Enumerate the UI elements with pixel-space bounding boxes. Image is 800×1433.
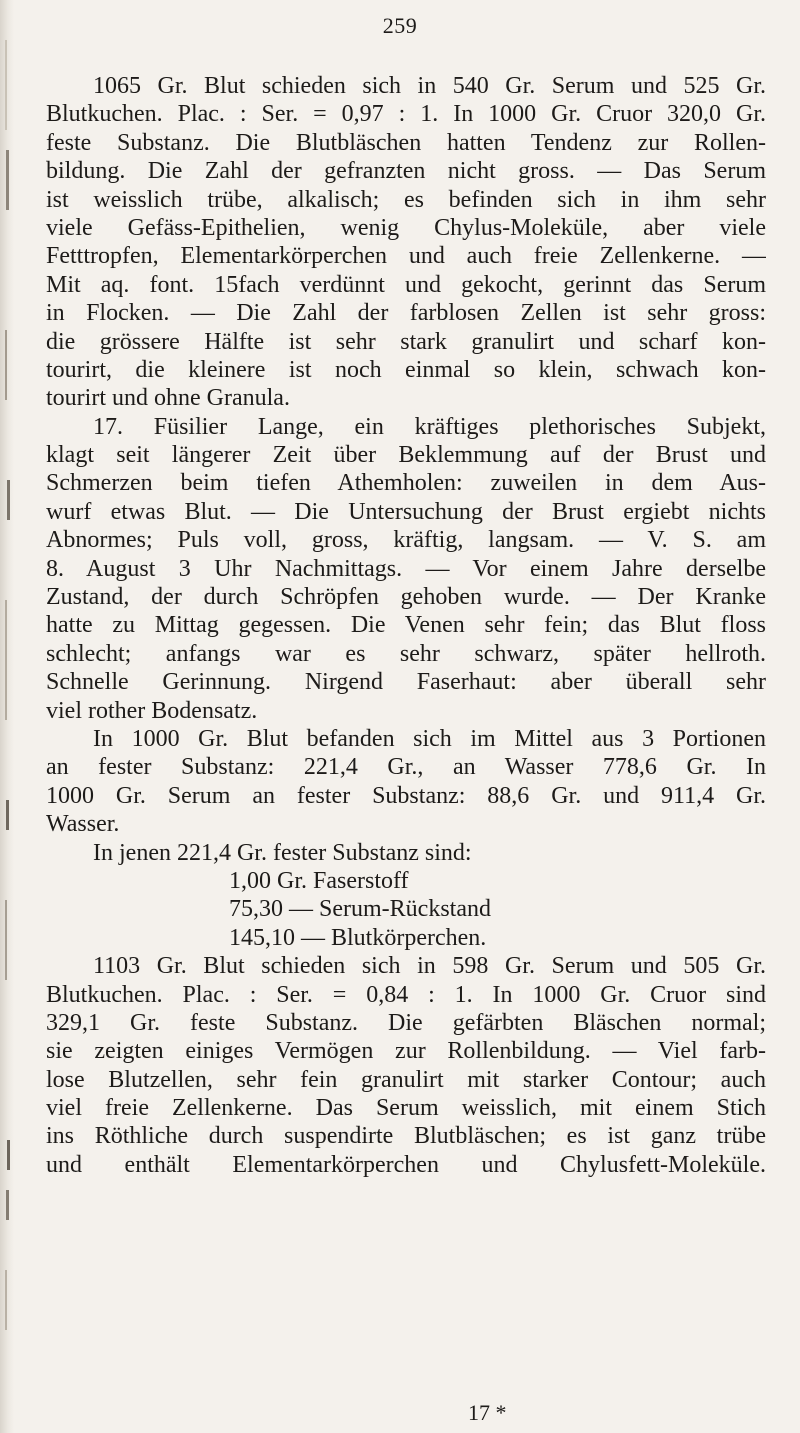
page-number: 259: [382, 13, 418, 38]
text-line: Mit aq. font. 15fach verdünnt und gekocht, gerinnt das Serum: [46, 271, 766, 298]
text-line: lose Blutzellen, sehr fein granulirt mit starker Contour; auch: [46, 1066, 766, 1093]
composition-row: 145,10 — Blutkörperchen.: [229, 924, 487, 951]
text-line: viel rother Bodensatz.: [46, 697, 258, 724]
text-line: bildung. Die Zahl der gefranzten nicht gross. — Das Serum: [46, 158, 766, 185]
text-line: feste Substanz. Die Blutbläschen hatten Tendenz zur Rollen-: [46, 129, 766, 156]
text-line: 1103 Gr. Blut schieden sich in 598 Gr. Serum und 505 Gr.: [93, 953, 766, 980]
text-line: wurf etwas Blut. — Die Untersuchung der Brust ergiebt nichts: [46, 498, 766, 525]
text-line: 1065 Gr. Blut schieden sich in 540 Gr. Serum und 525 Gr.: [93, 73, 766, 99]
text-line: ist weisslich trübe, alkalisch; es befinden sich in ihm sehr: [46, 186, 766, 213]
text-line: viele Gefäss-Epithelien, wenig Chylus-Moleküle, aber viele: [46, 214, 766, 241]
text-line: hatte zu Mittag gegessen. Die Venen sehr fein; das Blut floss: [46, 612, 766, 639]
text-line: die grössere Hälfte ist sehr stark granulirt und scharf kon-: [46, 328, 766, 355]
text-line: sie zeigten einiges Vermögen zur Rollenbildung. — Viel farb-: [46, 1038, 766, 1065]
text-line: Abnormes; Puls voll, gross, kräftig, langsam. — V. S. am: [46, 527, 766, 554]
text-line: 1000 Gr. Serum an fester Substanz: 88,6 Gr. und 911,4 Gr.: [46, 782, 766, 809]
text-line: ins Röthliche durch suspendirte Blutbläschen; es ist ganz trübe: [46, 1123, 766, 1150]
text-line: Blutkuchen. Plac. : Ser. = 0,97 : 1. In 1000 Gr. Cruor 320,0 Gr.: [46, 101, 766, 128]
text-line: in Flocken. — Die Zahl der farblosen Zellen ist sehr gross:: [46, 300, 766, 327]
text-line: Wasser.: [46, 811, 120, 838]
text-line: In jenen 221,4 Gr. fester Substanz sind:: [93, 839, 472, 866]
text-line: Schnelle Gerinnung. Nirgend Faserhaut: aber überall sehr: [46, 669, 766, 696]
text-line: klagt seit längerer Zeit über Beklemmung auf der Brust und: [46, 442, 766, 469]
text-line: schlecht; anfangs war es sehr schwarz, später hellroth.: [46, 640, 766, 667]
text-line: 8. August 3 Uhr Nachmittags. — Vor einem Jahre derselbe: [46, 555, 766, 582]
body-text: [46, 72, 766, 1179]
text-line: Blutkuchen. Plac. : Ser. = 0,84 : 1. In 1000 Gr. Cruor sind: [46, 981, 766, 1008]
text-line: In 1000 Gr. Blut befanden sich im Mittel aus 3 Portionen: [93, 725, 766, 752]
text-line: tourirt, die kleinere ist noch einmal so klein, schwach kon-: [46, 356, 766, 383]
text-line: 17. Füsilier Lange, ein kräftiges plethorisches Subjekt,: [93, 413, 766, 440]
text-line: Fetttropfen, Elementarkörperchen und auch freie Zellenkerne. —: [46, 243, 766, 270]
text-line: tourirt und ohne Granula.: [46, 385, 290, 412]
text-line: 329,1 Gr. feste Substanz. Die gefärbten Bläschen normal;: [46, 1009, 766, 1036]
text-line: Schmerzen beim tiefen Athemholen: zuweilen in dem Aus-: [46, 470, 766, 497]
text-line: und enthält Elementarkörperchen und Chylusfett-Moleküle.: [46, 1151, 766, 1178]
composition-row: 1,00 Gr. Faserstoff: [229, 867, 409, 894]
composition-row: 75,30 — Serum-Rückstand: [229, 896, 491, 923]
text-line: Zustand, der durch Schröpfen gehoben wurde. — Der Kranke: [46, 584, 766, 611]
signature-mark: 17 *: [468, 1400, 507, 1425]
margin-ink-marks: [2, 0, 12, 1433]
text-line: an fester Substanz: 221,4 Gr., an Wasser 778,6 Gr. In: [46, 754, 766, 781]
text-line: viel freie Zellenkerne. Das Serum weisslich, mit einem Stich: [46, 1095, 766, 1122]
